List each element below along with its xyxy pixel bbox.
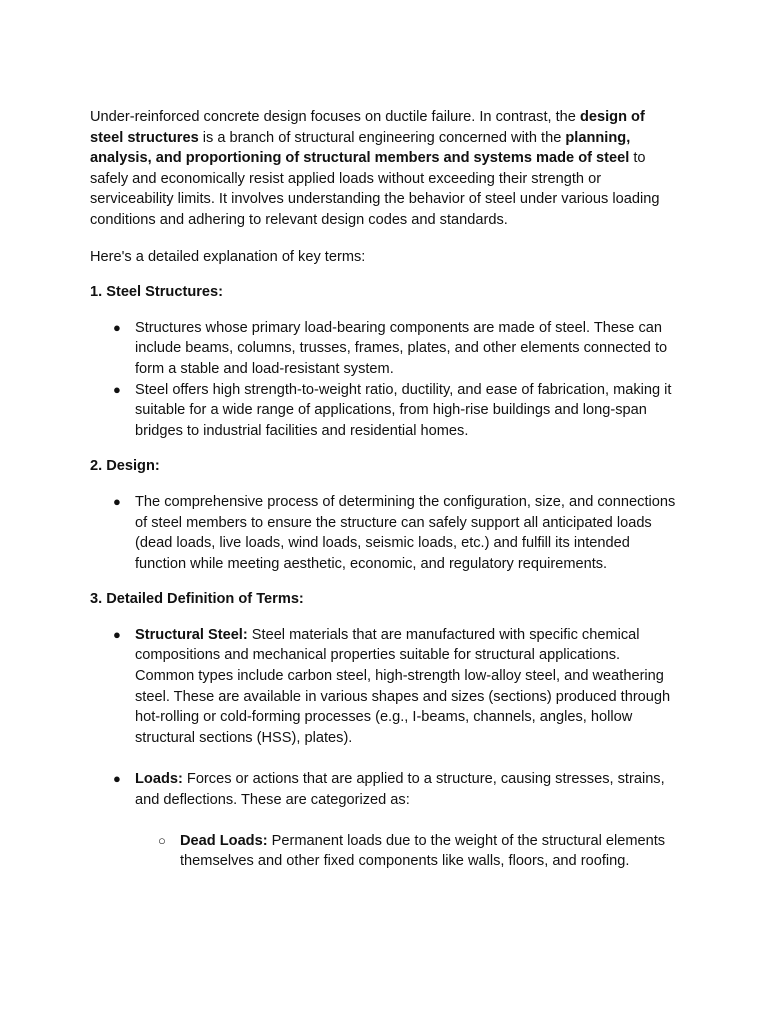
lead-sentence: Here's a detailed explanation of key terms: <box>90 248 366 265</box>
design-list <box>90 492 680 574</box>
definitions-list <box>90 625 680 872</box>
term-structural-steel: Structural Steel: <box>135 626 248 643</box>
list-item <box>90 318 680 380</box>
loads-sublist <box>135 831 680 872</box>
list-item <box>90 492 680 574</box>
document-body <box>90 107 680 887</box>
list-item <box>90 380 680 442</box>
intro-bold-2: planning, analysis, and proportioning of structural members and systems made of steel <box>90 129 631 167</box>
definition-structural-steel: Steel materials that are manufactured with specific chemical compositions and mechanical properties suitable for structural applications. Common types include carbon steel, high-strength low-alloy steel, and weathering steel. These are available in various shapes and sizes (sections) produced through hot-rolling or cold-forming processes (e.g., I-beams, channels, angles, hollow structural sections (HSS), plates). <box>135 626 671 746</box>
intro-paragraph <box>90 107 680 231</box>
intro-bold-1: design of steel structures <box>90 109 645 146</box>
section-heading-steel-structures: 1. Steel Structures: <box>90 284 224 301</box>
intro-text-1: Under-reinforced concrete design focuses on ductile failure. In contrast, the <box>90 109 580 125</box>
intro-text-3: to safely and economically resist applied loads without exceeding their strength or serviceability limits. It involves understanding the behavior of steel under various loading conditions and adhering to relevant design codes and standards. <box>90 150 660 228</box>
list-item-loads <box>90 769 680 871</box>
definition-dead-loads: Permanent loads due to the weight of the structural elements themselves and other fixed components like walls, floors, and roofing. <box>180 832 666 870</box>
term-dead-loads: Dead Loads: <box>180 832 268 849</box>
term-loads: Loads: <box>135 771 183 788</box>
section-heading-design: 2. Design: <box>90 458 160 475</box>
intro-text-2: is a branch of structural engineering concerned with the <box>198 129 566 146</box>
bullet-icon: ● <box>113 319 121 335</box>
list-item-text: The comprehensive process of determining the configuration, size, and connections of steel members to ensure the structure can safely support all anticipated loads (dead loads, live loads, wind loads, seismic loads, etc.) and fulfill its intended function while meeting aesthetic, economic, and regulatory requirements. <box>135 493 676 572</box>
list-item-text: Steel offers high strength-to-weight ratio, ductility, and ease of fabrication, making it suitable for a wide range of applications, from high-rise buildings and long-span bridges to industrial facilities and residential homes. <box>135 381 672 439</box>
steel-structures-list <box>90 318 680 442</box>
list-item-text: Structures whose primary load-bearing components are made of steel. These can include beams, columns, trusses, frames, plates, and other elements connected to form a stable and load-resistant system. <box>135 319 668 377</box>
definition-loads: Forces or actions that are applied to a structure, causing stresses, strains, and deflections. These are categorized as: <box>135 771 665 809</box>
bullet-icon: ● <box>113 626 121 642</box>
sub-list-item-dead-loads <box>135 831 680 872</box>
bullet-icon: ● <box>113 771 121 787</box>
hollow-bullet-icon: ○ <box>158 832 166 848</box>
list-item-structural-steel <box>90 625 680 749</box>
section-heading-definitions: 3. Detailed Definition of Terms: <box>90 591 304 608</box>
bullet-icon: ● <box>113 493 121 509</box>
bullet-icon: ● <box>113 381 121 397</box>
